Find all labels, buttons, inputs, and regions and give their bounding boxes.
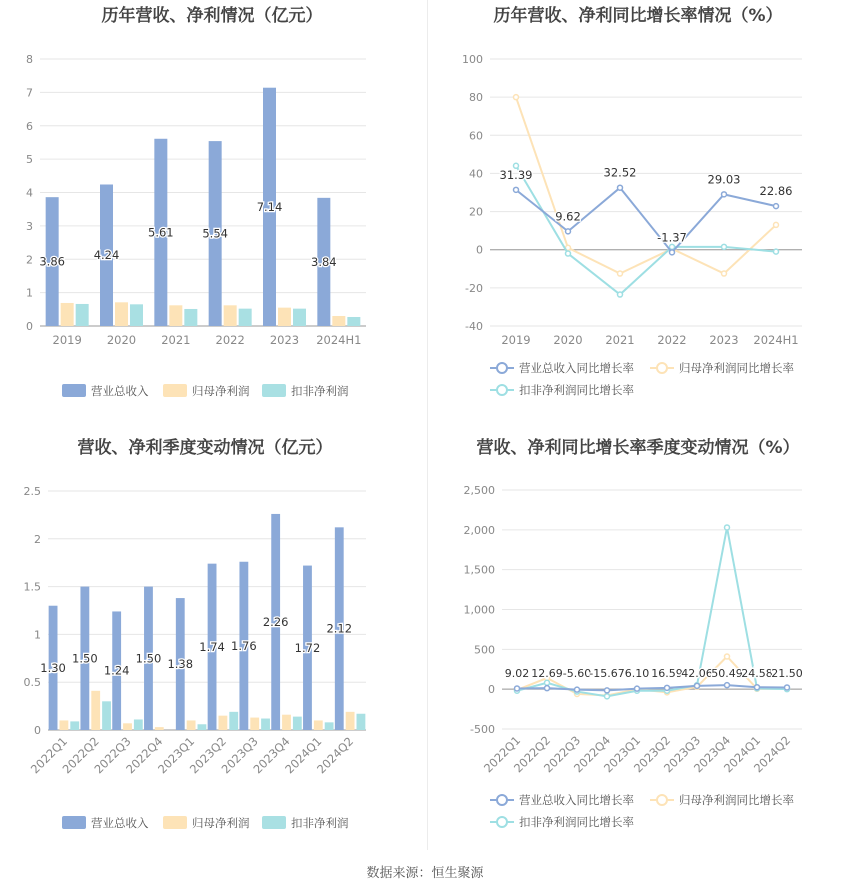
line-value-label: 31.39 [499,167,533,182]
y-tick-label: 0 [26,320,33,333]
bar-parent-profit [123,723,132,730]
data-point [670,250,675,255]
data-point [605,688,610,693]
y-tick-label: 1 [26,286,33,300]
y-tick-label: 5 [26,153,33,167]
bar-parent-profit [187,720,196,730]
data-point [725,683,730,688]
y-tick-label: 1.5 [23,580,41,594]
chart-title: 营收、净利同比增长率季度变动情况（%） [476,438,800,458]
chart-title: 历年营收、净利同比增长率情况（%） [493,6,783,26]
legend-marker [657,795,667,805]
bar-value-label: 1.76 [231,638,257,653]
line-value-label: -1.37 [657,230,687,245]
x-tick-label: 2023Q1 [155,734,198,777]
x-tick-label: 2019 [52,333,82,347]
bar-deducted-profit [184,309,197,326]
x-tick-label: 2019 [501,333,531,347]
data-point [514,95,519,100]
y-tick-label: 0 [34,724,41,737]
legend-label: 营业总收入 [91,816,149,830]
data-point [545,680,550,685]
x-tick-label: 2023Q2 [630,733,674,776]
legend-marker [497,385,507,395]
legend-label: 归母净利润 [192,384,250,398]
bar-deducted-profit [293,717,302,730]
x-tick-label: 2022 [215,333,245,347]
x-tick-label: 2024Q1 [720,733,764,776]
y-tick-label: 2,500 [463,484,495,497]
data-point [725,654,730,659]
y-tick-label: 0 [488,683,495,697]
x-tick-label: 2023Q4 [690,733,734,776]
y-tick-label: 40 [469,167,483,181]
y-tick-label: -40 [465,320,483,333]
y-tick-label: 8 [26,53,33,66]
y-tick-label: 100 [462,53,483,66]
line-value-label: 29.03 [707,172,741,187]
bar-deducted-profit [347,317,360,326]
bar-deducted-profit [325,722,334,730]
x-tick-label: 2022Q1 [27,734,71,777]
bar-value-label: 5.54 [202,226,228,241]
x-tick-label: 2024Q2 [314,734,357,777]
chart-title: 历年营收、净利情况（亿元） [101,6,323,26]
data-point [774,249,779,254]
legend-swatch [163,384,187,397]
y-tick-label: 6 [26,119,33,133]
line-value-label: 16.59 [651,667,683,681]
bar-parent-profit [169,305,182,326]
bar-value-label: 1.24 [103,663,130,678]
y-tick-label: 0 [476,243,483,257]
y-tick-label: 1,500 [463,563,495,577]
y-tick-label: 1,000 [463,603,495,617]
data-point [575,687,580,692]
y-tick-label: 20 [469,205,483,219]
x-tick-label: 2023Q4 [250,734,293,777]
bar-deducted-profit [293,309,306,326]
line-value-label: 24.58 [741,667,773,681]
line-value-label: 32.52 [603,165,637,180]
bar-parent-profit [332,316,345,326]
x-tick-label: 2022Q2 [510,733,554,776]
panel-divider [427,0,428,850]
bar-deducted-profit [229,712,238,730]
legend-swatch [62,384,86,397]
data-point [514,187,519,192]
bar-deducted-profit [102,701,111,730]
x-tick-label: 2022Q2 [59,734,102,777]
data-point [785,685,790,690]
x-tick-label: 2022Q1 [480,733,524,776]
x-tick-label: 2024Q1 [282,734,325,777]
data-point [545,686,550,691]
x-tick-label: 2023Q3 [660,733,704,776]
y-tick-label: 60 [469,129,483,143]
x-tick-label: 2022Q3 [91,734,134,777]
bar-deducted-profit [198,724,207,730]
x-tick-label: 2023Q2 [186,734,230,777]
y-tick-label: 500 [474,643,495,657]
bar-deducted-profit [239,309,252,326]
line-value-label: 50.49 [711,667,743,681]
bar-value-label: 1.72 [294,640,321,655]
line-value-label: -15.67 [589,667,625,681]
y-tick-label: 80 [469,91,483,105]
bar-value-label: 4.24 [93,248,120,263]
legend-swatch [262,384,286,397]
data-point [774,204,779,209]
y-tick-label: -500 [470,723,495,736]
data-point [605,694,610,699]
bar-deducted-profit [76,304,89,326]
data-point [566,229,571,234]
bar-value-label: 1.50 [72,651,98,666]
y-tick-label: 2 [34,532,41,546]
bar-deducted-profit [134,719,143,730]
data-point [566,251,571,256]
y-tick-label: 0.5 [23,676,41,690]
bar-value-label: 2.12 [326,621,353,636]
bar-value-label: 7.14 [256,199,283,214]
x-tick-label: 2021 [605,333,635,347]
bar-deducted-profit [70,721,79,730]
data-point [635,686,640,691]
data-point [722,271,727,276]
legend-label: 营业总收入同比增长率 [519,361,634,375]
legend-label: 扣非净利润 [291,816,349,830]
legend-marker [497,817,507,827]
legend-label: 归母净利润同比增长率 [679,361,794,375]
data-point [725,525,730,530]
bar-parent-profit [346,712,355,730]
legend-label: 扣非净利润 [291,384,349,398]
data-source-note: 数据来源：恒生聚源 [366,866,484,881]
line-value-label: 21.50 [771,667,803,681]
bar-value-label: 3.86 [39,254,65,269]
data-point [618,271,623,276]
bar-deducted-profit [261,719,270,730]
x-tick-label: 2022 [657,333,687,347]
bar-parent-profit [61,303,74,326]
bar-deducted-profit [357,714,366,730]
legend-label: 扣非净利润同比增长率 [519,815,634,829]
x-tick-label: 2024Q2 [750,733,794,776]
data-point [618,292,623,297]
data-point [695,683,700,688]
x-tick-label: 2022Q3 [540,733,584,776]
x-tick-label: 2023Q1 [600,733,644,776]
y-tick-label: 2 [26,253,33,267]
bar-parent-profit [250,718,259,730]
legend-label: 归母净利润同比增长率 [679,793,794,807]
line-value-label: 9.62 [555,209,581,224]
legend-swatch [62,816,86,829]
y-tick-label: 2.5 [23,485,41,498]
x-tick-label: 2023Q3 [218,734,261,777]
bar-parent-profit [91,691,100,730]
bar-parent-profit [59,720,68,730]
y-tick-label: 3 [26,219,33,233]
y-tick-label: 7 [26,86,33,100]
bar-parent-profit [278,308,291,326]
legend-marker [497,795,507,805]
line-value-label: -5.60 [562,667,592,681]
x-tick-label: 2020 [106,333,137,347]
bar-parent-profit [115,302,128,326]
bar-value-label: 5.61 [148,225,174,240]
legend-swatch [262,816,286,829]
data-point [618,185,623,190]
legend-label: 扣非净利润同比增长率 [519,383,634,397]
y-tick-label: 2,000 [463,523,495,537]
x-tick-label: 2024H1 [316,333,362,347]
legend-label: 营业总收入同比增长率 [519,793,634,807]
line-value-label: 12.69 [531,667,563,681]
legend-label: 归母净利润 [192,816,250,830]
data-point [755,685,760,690]
x-tick-label: 2024H1 [753,333,799,347]
bar-parent-profit [282,715,291,730]
line-value-label: 9.02 [504,667,530,681]
x-tick-label: 2023 [269,333,300,347]
y-tick-label: 4 [26,186,33,200]
bar-value-label: 3.84 [311,254,337,269]
bar-value-label: 1.74 [199,639,225,654]
bar-value-label: 1.30 [40,660,66,675]
bar-parent-profit [218,716,227,730]
data-point [722,244,727,249]
bar-parent-profit [314,720,323,730]
y-tick-label: 1 [34,628,41,642]
line-value-label: 42.06 [681,667,713,681]
bar-parent-profit [155,727,164,730]
x-tick-label: 2021 [161,333,191,347]
bar-deducted-profit [130,304,143,326]
data-point [665,685,670,690]
legend-swatch [163,816,187,829]
line-value-label: 22.86 [759,184,793,199]
y-tick-label: -20 [465,281,483,295]
legend-marker [497,363,507,373]
data-point [774,222,779,227]
bar-value-label: 2.26 [262,614,289,629]
bar-value-label: 1.38 [167,657,194,672]
bar-value-label: 1.50 [135,651,162,666]
data-point [515,686,520,691]
x-tick-label: 2023 [709,333,739,347]
legend-label: 营业总收入 [91,384,149,398]
bar-parent-profit [224,305,237,326]
x-tick-label: 2020 [553,333,583,347]
x-tick-label: 2022Q4 [570,733,614,776]
x-tick-label: 2022Q4 [123,734,166,777]
chart-title: 营收、净利季度变动情况（亿元） [77,438,333,458]
legend-marker [657,363,667,373]
data-point [722,192,727,197]
line-value-label: 6.10 [624,667,650,681]
